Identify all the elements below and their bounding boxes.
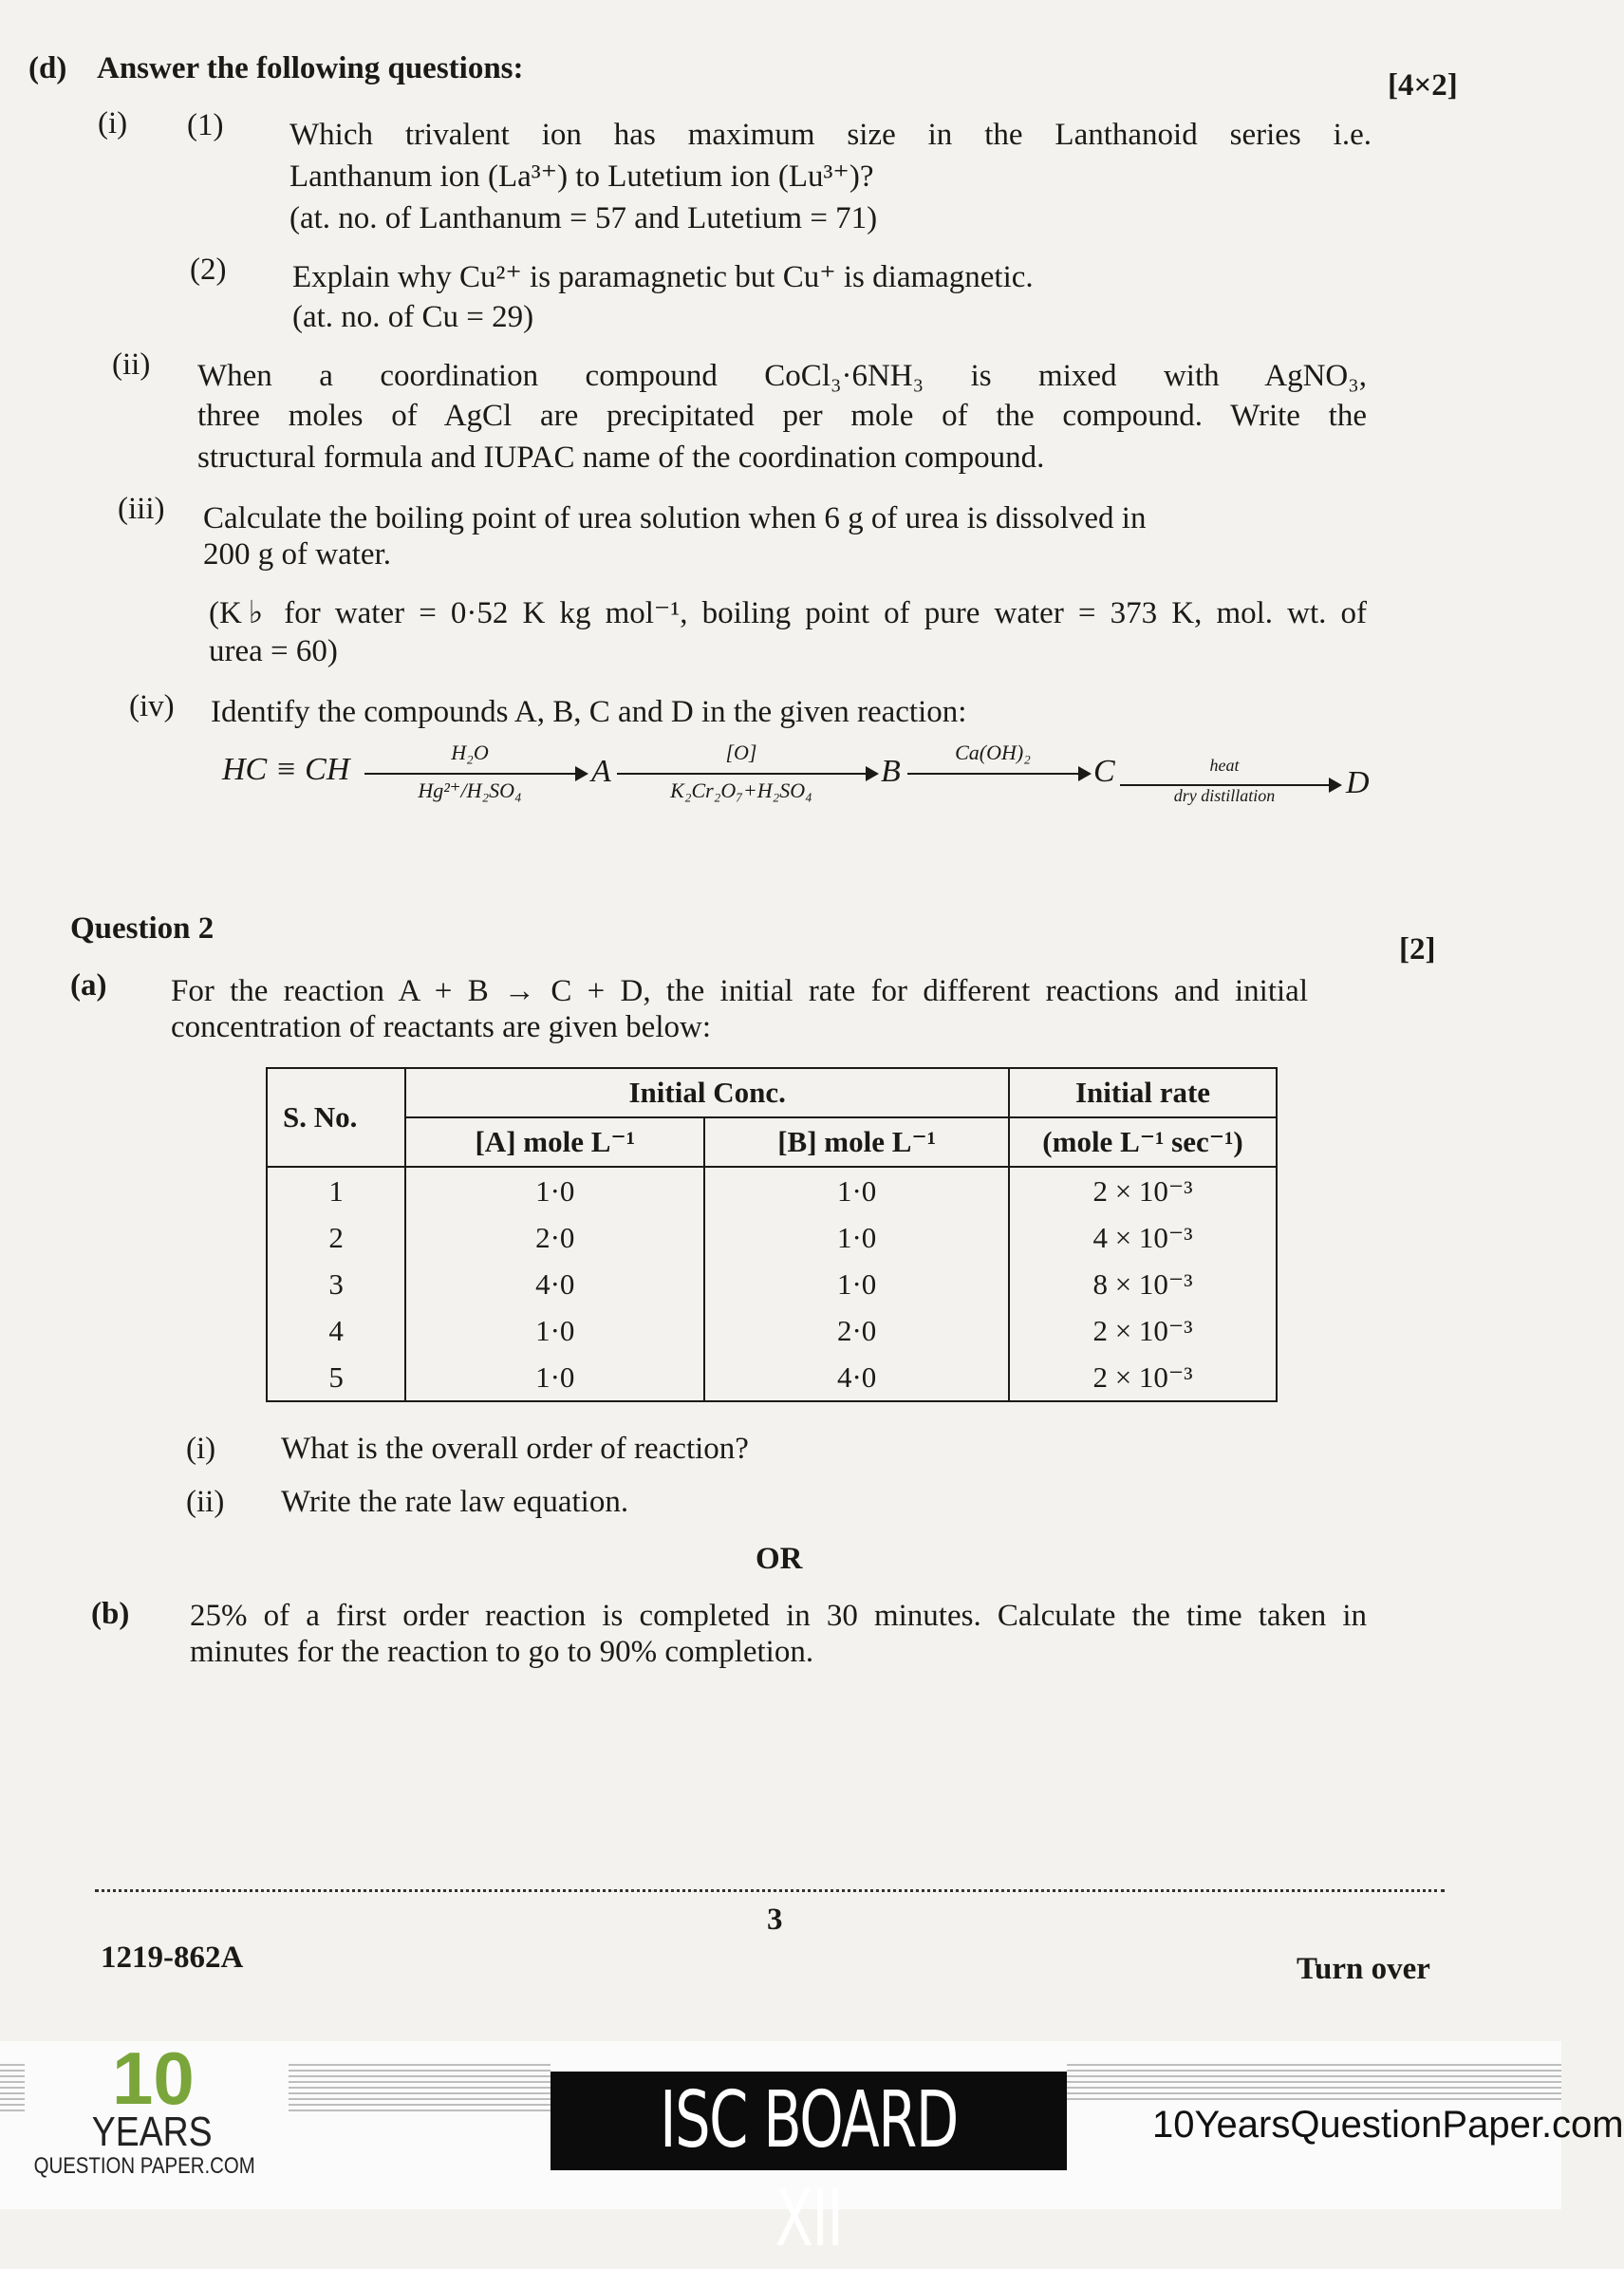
q1d-i1-line2: Lanthanum ion (La³⁺) to Lutetium ion (Lu³⁺)? [289, 159, 874, 194]
cell-conc-a: 1·0 [405, 1307, 704, 1354]
arrow-1 [364, 773, 575, 775]
q2b-line2: minutes for the reaction to go to 90% completion. [190, 1635, 814, 1669]
q2a-ii-text: Write the rate law equation. [281, 1485, 629, 1519]
arrow-3-top: Ca(OH)₂ [955, 741, 1031, 764]
q1d-ii-label: (ii) [112, 347, 151, 382]
page-number: 3 [767, 1903, 783, 1937]
th-rate-unit: (mole L⁻¹ sec⁻¹) [1009, 1117, 1277, 1167]
q1d-iii-line4: urea = 60) [209, 634, 338, 668]
cell-conc-b: 1·0 [704, 1167, 1009, 1214]
q2b-line1: 25% of a first order reaction is completed in 30 minutes. Calculate the time taken in [190, 1599, 1367, 1633]
arrow-1-bottom: Hg²⁺/H₂SO₄ [418, 778, 522, 802]
q1d-iv-label: (iv) [129, 689, 175, 723]
th-conc-b: [B] mole L⁻¹ [704, 1117, 1009, 1167]
arrow-2-top: [O] [725, 741, 757, 764]
or-divider: OR [756, 1542, 803, 1576]
th-sno: S. No. [267, 1068, 405, 1167]
q1d-ii-line3: structural formula and IUPAC name of the coordination compound. [197, 441, 1045, 475]
q2-title: Question 2 [70, 911, 215, 946]
arrow-4-bottom: dry distillation [1173, 786, 1276, 805]
th-initial-conc: Initial Conc. [405, 1068, 1009, 1117]
hatch-mid [289, 2064, 551, 2115]
table-row [267, 1307, 1277, 1354]
board-title: ISC BOARD XII [660, 2075, 958, 2264]
q1d-i2-line1: Explain why Cu²⁺ is paramagnetic but Cu⁺ is diamagnetic. [292, 260, 1034, 294]
q1d-i1-line3: (at. no. of Lanthanum = 57 and Lutetium = 71) [289, 201, 878, 235]
compound-c: C [1093, 754, 1115, 789]
q2a-line1: For the reaction A + B → C + D, the initial rate for different reactions and initial [171, 974, 1308, 1008]
logo-subtitle: QUESTION PAPER.COM [33, 2153, 255, 2179]
site-logo[interactable] [21, 2036, 296, 2180]
logo-number: 10 [112, 2036, 195, 2120]
cell-sno: 1 [267, 1167, 405, 1214]
cell-conc-b: 2·0 [704, 1307, 1009, 1354]
q2-marks: [2] [1399, 932, 1436, 966]
table-row [267, 1261, 1277, 1307]
cell-rate: 2 × 10⁻³ [1009, 1167, 1277, 1214]
turn-over: Turn over [1297, 1952, 1430, 1986]
arrow-3-head [1078, 766, 1092, 781]
compound-b: B [881, 754, 901, 789]
arrow-2-head [866, 766, 879, 781]
q1d-marks: [4×2] [1388, 68, 1458, 103]
q1d-i1-label: (1) [187, 108, 224, 142]
q1d-heading: Answer the following questions: [97, 51, 524, 85]
cell-conc-b: 1·0 [704, 1214, 1009, 1261]
q2a-line2: concentration of reactants are given below: [171, 1010, 711, 1044]
q1d-iii-line1: Calculate the boiling point of urea solution when 6 g of urea is dissolved in [203, 501, 1147, 535]
q1d-iii-label: (iii) [118, 492, 165, 526]
q1d-ii-line1: When a coordination compound CoCl₃·6NH₃ is mixed with AgNO₃, [197, 359, 1367, 393]
cell-rate: 2 × 10⁻³ [1009, 1354, 1277, 1401]
table-row [267, 1214, 1277, 1261]
reaction-start: HC ≡ CH [222, 752, 350, 787]
q2a-label: (a) [70, 968, 107, 1003]
arrow-3 [907, 773, 1078, 775]
logo-years: YEARS [91, 2109, 213, 2155]
cell-sno: 4 [267, 1307, 405, 1354]
compound-a: A [591, 754, 611, 789]
q1d-i2-line2: (at. no. of Cu = 29) [292, 300, 534, 334]
q2b-label: (b) [91, 1597, 130, 1631]
table-row [267, 1167, 1277, 1214]
arrow-4-head [1329, 778, 1342, 793]
arrow-2 [617, 773, 866, 775]
arrow-1-head [575, 766, 588, 781]
compound-d: D [1346, 765, 1370, 800]
cell-sno: 5 [267, 1354, 405, 1401]
q1d-iii-line2: 200 g of water. [203, 537, 391, 572]
arrow-2-bottom: K₂Cr₂O₇+H₂SO₄ [670, 778, 812, 802]
cell-conc-a: 4·0 [405, 1261, 704, 1307]
hatch-right [1067, 2064, 1561, 2102]
q1d-label: (d) [28, 51, 67, 85]
arrow-4-top: heat [1209, 756, 1240, 775]
cell-conc-b: 1·0 [704, 1261, 1009, 1307]
cell-rate: 8 × 10⁻³ [1009, 1261, 1277, 1307]
cell-conc-a: 1·0 [405, 1354, 704, 1401]
cell-conc-a: 2·0 [405, 1214, 704, 1261]
q1d-iv-line1: Identify the compounds A, B, C and D in the given reaction: [211, 695, 967, 729]
th-conc-a: [A] mole L⁻¹ [405, 1117, 704, 1167]
cell-rate: 2 × 10⁻³ [1009, 1307, 1277, 1354]
q2a-ii-label: (ii) [186, 1485, 225, 1519]
branding-band [0, 2036, 1624, 2264]
q1d-i-label: (i) [98, 106, 128, 141]
paper-code: 1219-862A [101, 1941, 244, 1975]
q1d-i2-label: (2) [190, 253, 227, 287]
q1d-ii-line2: three moles of AgCl are precipitated per mole of the compound. Write the [197, 399, 1367, 433]
footer-rule [95, 1889, 1445, 1892]
q2a-i-text: What is the overall order of reaction? [281, 1432, 749, 1466]
cell-rate: 4 × 10⁻³ [1009, 1214, 1277, 1261]
cell-conc-a: 1·0 [405, 1167, 704, 1214]
board-banner [551, 2072, 1067, 2264]
q1d-iii-line3: (K♭ for water = 0·52 K kg mol⁻¹, boiling point of pure water = 373 K, mol. wt. of [209, 596, 1367, 630]
site-link[interactable]: 10YearsQuestionPaper.com [1152, 2104, 1624, 2146]
rate-table [266, 1067, 1278, 1402]
cell-sno: 2 [267, 1214, 405, 1261]
cell-sno: 3 [267, 1261, 405, 1307]
th-initial-rate: Initial rate [1009, 1068, 1277, 1117]
q2a-i-label: (i) [186, 1432, 216, 1466]
arrow-1-top: H₂O [451, 741, 489, 764]
q1d-i1-line1: Which trivalent ion has maximum size in the Lanthanoid series i.e. [289, 118, 1372, 152]
table-row [267, 1354, 1277, 1401]
cell-conc-b: 4·0 [704, 1354, 1009, 1401]
